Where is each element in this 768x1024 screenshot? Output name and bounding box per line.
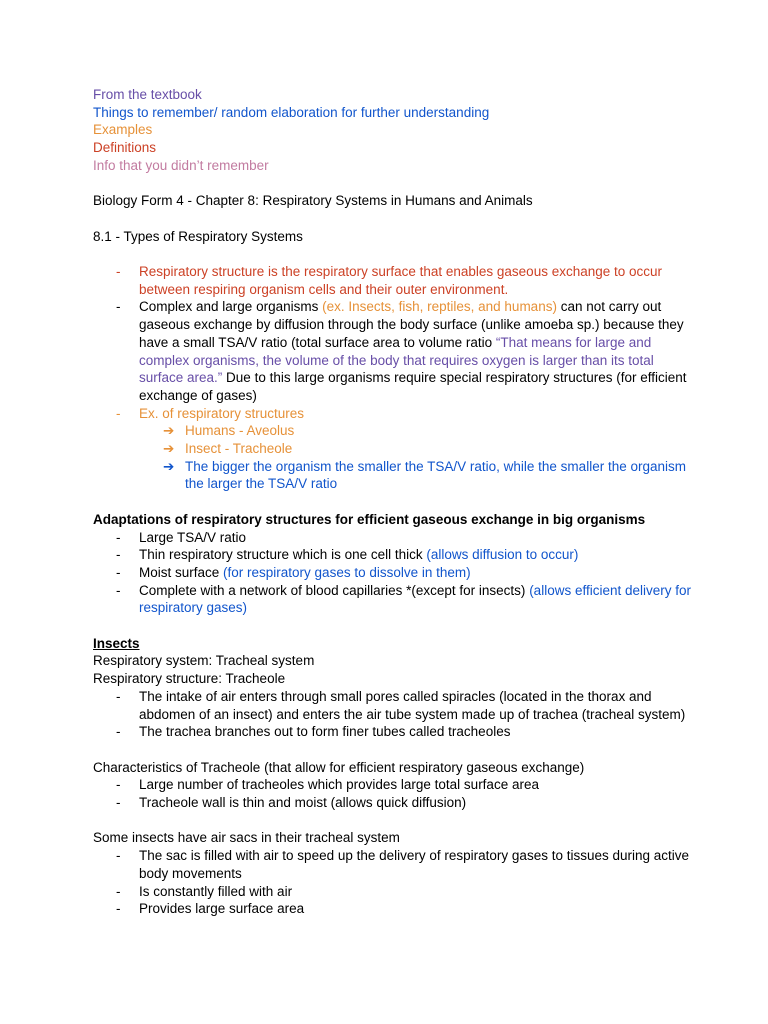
dash-bullet-icon: -: [116, 777, 121, 793]
text: Complex and large organisms: [139, 299, 323, 315]
subheading-tracheole-characteristics: Characteristics of Tracheole (that allow for efficient respiratory gaseous exchange): [93, 759, 585, 775]
text: Due to this large organisms require special respiratory structures (for efficient exchange of gases): [139, 370, 687, 403]
legend-textbook: From the textbook: [93, 87, 202, 102]
dash-bullet-icon: -: [116, 848, 121, 864]
legend-examples: Examples: [93, 122, 153, 138]
example-text: Humans - Aveolus: [185, 423, 295, 439]
example-text: Ex. of respiratory structures: [139, 405, 305, 421]
definition-text: Respiratory structure is the respiratory surface that enables gaseous exchange to occur between respiring organism cells and their outer environment.: [139, 263, 663, 297]
list-item: [93, 688, 693, 723]
example-text: Insect - Tracheole: [185, 441, 293, 457]
example-text: (ex. Insects, fish, reptiles, and humans): [322, 299, 557, 315]
remember-text: The bigger the organism the smaller the TSA/V ratio, while the smaller the organism the larger the TSA/V ratio: [185, 458, 686, 492]
legend-remember: Things to remember/ random elaboration for further understanding: [93, 104, 490, 120]
sub-list-item: [93, 458, 693, 493]
list-item: [93, 776, 693, 794]
dash-bullet-icon: -: [116, 564, 121, 580]
list-item: [93, 847, 693, 882]
list-item: [93, 900, 693, 918]
dash-bullet-icon: -: [116, 901, 121, 917]
arrow-bullet-icon: ➔: [163, 441, 175, 457]
dash-bullet-icon: -: [116, 405, 121, 421]
subheading-air-sacs: Some insects have air sacs in their tracheal system: [93, 830, 400, 846]
list-item: [93, 564, 693, 582]
dash-bullet-icon: -: [116, 724, 121, 740]
dash-bullet-icon: -: [116, 795, 121, 811]
dash-bullet-icon: -: [116, 582, 121, 598]
document-content: [93, 86, 693, 918]
arrow-bullet-icon: ➔: [163, 458, 175, 474]
text: The intake of air enters through small pores called spiracles (located in the thorax and abdomen of an insect) and enters the air tube system made up of trachea (tracheal system): [139, 688, 686, 722]
list-item: [93, 546, 693, 564]
remember-text: (for respiratory gases to dissolve in them): [223, 564, 471, 580]
arrow-bullet-icon: ➔: [163, 423, 175, 439]
respiratory-structure-line: Respiratory structure: Tracheole: [93, 671, 286, 687]
sub-list-item: [93, 440, 693, 458]
text: Provides large surface area: [139, 901, 305, 917]
textbook-quote: “That means for large and complex organisms, the volume of the body that requires oxygen is larger than its total surface area.”: [139, 334, 654, 386]
text: The sac is filled with air to speed up the delivery of respiratory gases to tissues during active body movements: [139, 848, 690, 881]
legend-definitions: Definitions: [93, 140, 157, 156]
text: Large number of tracheoles which provides large total surface area: [139, 777, 539, 793]
document-title: Biology Form 4 - Chapter 8: Respiratory Systems in Humans and Animals: [93, 193, 533, 209]
section-heading-insects: Insects: [93, 635, 140, 651]
text: Is constantly filled with air: [139, 883, 293, 899]
sub-list-item: [93, 422, 693, 440]
dash-bullet-icon: -: [116, 688, 121, 704]
list-item: [93, 794, 693, 812]
list-item: [93, 529, 693, 547]
list-item: [93, 582, 693, 617]
text: Large TSA/V ratio: [139, 529, 247, 545]
text: The trachea branches out to form finer tubes called tracheoles: [139, 724, 511, 740]
section-heading-adaptations: Adaptations of respiratory structures for efficient gaseous exchange in big organisms: [93, 511, 646, 527]
dash-bullet-icon: -: [116, 883, 121, 899]
dash-bullet-icon: -: [116, 263, 121, 279]
text: Tracheole wall is thin and moist (allows quick diffusion): [139, 795, 467, 811]
dash-bullet-icon: -: [116, 529, 121, 545]
legend-didnt-remember: Info that you didn’t remember: [93, 157, 269, 173]
text: Thin respiratory structure which is one cell thick: [139, 547, 427, 563]
list-item: [93, 405, 693, 423]
respiratory-system-line: Respiratory system: Tracheal system: [93, 653, 315, 669]
text: can not carry out gaseous exchange by diffusion through the body surface (unlike amoeba sp.) because they have a small TSA/V ratio (total surface area to volume ratio: [139, 299, 684, 350]
dash-bullet-icon: -: [116, 547, 121, 563]
list-item: [93, 723, 693, 741]
list-item: [93, 263, 693, 298]
section-heading-8-1: 8.1 - Types of Respiratory Systems: [93, 228, 303, 244]
list-item: [93, 298, 693, 404]
remember-text: (allows diffusion to occur): [426, 547, 579, 563]
list-item: [93, 883, 693, 901]
text: Complete with a network of blood capillaries *(except for insects): [139, 582, 530, 598]
text: Moist surface: [139, 564, 224, 580]
dash-bullet-icon: -: [116, 299, 121, 315]
remember-text: (allows efficient delivery for respiratory gases): [139, 582, 692, 616]
